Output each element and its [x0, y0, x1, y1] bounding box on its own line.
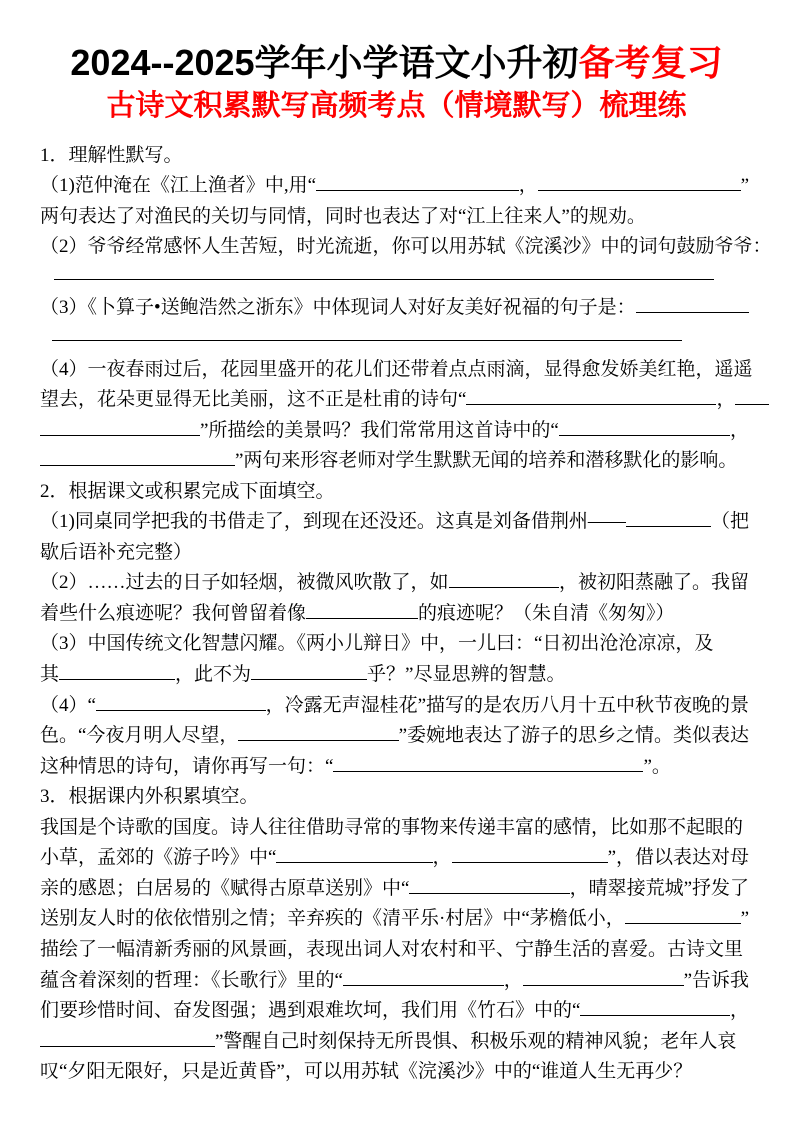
- document-line: [40, 293, 749, 324]
- text-run: （4）“: [40, 694, 96, 716]
- fill-in-blank-line: [343, 969, 504, 986]
- page-title: [0, 42, 793, 83]
- document-line: [40, 263, 749, 294]
- fill-in-blank-line: [40, 1030, 215, 1047]
- text-run: 叹“夕阳无限好，只是近黄昏”，可以用苏轼《浣溪沙》中的“谁道人生无再少？: [40, 1061, 693, 1083]
- fill-in-blank-line: [306, 602, 418, 619]
- fill-in-blank-line: [626, 510, 711, 527]
- page-title-red-part: 备考复习: [578, 42, 723, 83]
- text-run: 小草，孟郊的《游子吟》中“: [40, 847, 277, 869]
- text-run: ”两句来形容老师对学生默默无闻的培养和潜移默化的影响。: [235, 450, 738, 472]
- fill-in-blank-line: [625, 907, 741, 924]
- text-run: 们要珍惜时间、奋发图强；遇到艰难坎坷，我们用《竹石》中的“: [40, 1000, 581, 1022]
- fill-in-blank-line: [54, 263, 714, 280]
- text-run: （3）中国传统文化智慧闪耀。《两小儿辩日》中，一儿曰：“日初出沧沧凉凉，及: [40, 633, 714, 655]
- text-run: ，冷露无声湿桂花”描写的是农历八月十五中秋节夜晚的景: [265, 694, 749, 716]
- text-run: 1．理解性默写。: [40, 144, 183, 166]
- text-run: 着些什么痕迹呢？我何曾留着像: [40, 602, 307, 624]
- text-run: ，: [716, 389, 736, 411]
- text-run: 乎？”尽显思辨的智慧。: [367, 664, 566, 686]
- fill-in-blank-line: [735, 388, 769, 405]
- fill-in-blank-line: [636, 296, 749, 313]
- document-line: [40, 446, 749, 477]
- fill-in-blank-line: [59, 663, 175, 680]
- fill-in-blank-line: [559, 419, 730, 436]
- text-run: ”。: [643, 755, 671, 777]
- fill-in-blank-line: [316, 174, 519, 191]
- worksheet-header: [0, 0, 793, 124]
- document-line: [40, 171, 749, 202]
- fill-in-blank-line: [452, 846, 608, 863]
- document-line: [40, 355, 753, 386]
- document-line: [40, 477, 749, 508]
- fill-in-blank-line: [523, 969, 684, 986]
- text-run: 蕴含着深刻的哲理：《长歌行》里的“: [40, 969, 343, 991]
- document-line: [40, 721, 749, 752]
- fill-in-blank-line: [409, 877, 569, 894]
- text-run: （3）《卜算子•送鲍浩然之浙东》中体现词人对好友美好祝福的句子是：: [40, 297, 636, 319]
- text-run: （4）一夜春雨过后，花园里盛开的花儿们还带着点点雨滴，显得愈发娇美红艳，遥遥: [40, 358, 753, 380]
- fill-in-blank-line: [52, 324, 682, 341]
- document-line: [40, 1027, 749, 1058]
- text-run: 色。“今夜月明人尽望，: [40, 725, 239, 747]
- text-run: （1)同桌同学把我的书借走了，到现在还没还。这真是刘备借荆州——: [40, 511, 626, 533]
- document-line: [40, 507, 749, 538]
- text-run: ，: [432, 847, 452, 869]
- text-run: ，: [729, 419, 749, 441]
- document-line: [40, 935, 749, 966]
- document-line: [40, 904, 749, 935]
- document-line: [40, 752, 749, 783]
- text-run: ，: [503, 969, 523, 991]
- text-run: 2．根据课文或积累完成下面填空。: [40, 480, 335, 502]
- text-run: 描绘了一幅清新秀丽的风景画，表现出词人对农村和平、宁静生活的喜爱。古诗文里: [40, 938, 744, 960]
- text-run: （2）……过去的日子如轻烟，被微风吹散了，如: [40, 572, 449, 594]
- document-line: [40, 538, 749, 569]
- text-run: 歇后语补充完整）: [40, 541, 193, 563]
- worksheet-body: [0, 141, 793, 1088]
- document-line: [40, 141, 749, 172]
- text-run: 亲的感恩；白居易的《赋得古原草送别》中“: [40, 877, 410, 899]
- text-run: ”所描绘的美景吗？我们常常用这首诗中的“: [200, 419, 559, 441]
- document-line: [40, 691, 749, 722]
- page-subtitle: 古诗文积累默写高频考点（情境默写）梳理练: [106, 90, 687, 123]
- document-line: [40, 813, 749, 844]
- text-run: 望去，花朵更显得无比美丽，这不正是杜甫的诗句“: [40, 389, 467, 411]
- fill-in-blank-line: [40, 419, 200, 436]
- document-line: [40, 1057, 749, 1088]
- text-run: ”警醒自己时刻保持无所畏惧、积极乐观的精神风貌；老年人哀: [215, 1030, 737, 1052]
- fill-in-blank-line: [251, 663, 367, 680]
- document-line: [40, 629, 749, 660]
- text-run: ”委婉地表达了游子的思乡之情。类似表达: [398, 725, 749, 747]
- text-run: ，此不为: [175, 664, 252, 686]
- text-run: 这种情思的诗句，请你再写一句：“: [40, 755, 334, 777]
- page-title-black-part: 2024--2025学年小学语文小升初: [70, 42, 579, 83]
- text-run: （1)范仲淹在《江上渔者》中,用“: [40, 175, 317, 197]
- document-line: [40, 996, 749, 1027]
- document-line: [40, 416, 749, 447]
- document-line: [40, 599, 749, 630]
- document-line: [40, 202, 749, 233]
- text-run: 送别友人时的依依惜别之情；辛弃疾的《清平乐·村居》中“茅檐低小，: [40, 908, 625, 930]
- text-run: 3．根据课内外积累填空。: [40, 786, 259, 808]
- fill-in-blank-line: [580, 999, 730, 1016]
- document-line: [40, 966, 749, 997]
- document-line: [40, 660, 749, 691]
- document-line: [40, 874, 749, 905]
- document-line: [40, 843, 749, 874]
- text-run: ，被初阳蒸融了。我留: [558, 572, 749, 594]
- text-run: ”: [740, 908, 749, 930]
- fill-in-blank-line: [238, 724, 398, 741]
- text-run: 的痕迹呢？（朱自清《匆匆》）: [418, 602, 675, 624]
- document-line: [40, 782, 749, 813]
- fill-in-blank-line: [40, 449, 235, 466]
- document-line: [40, 568, 749, 599]
- text-run: ”告诉我: [683, 969, 750, 991]
- fill-in-blank-line: [333, 755, 643, 772]
- text-run: 我国是个诗歌的国度。诗人往往借助寻常的事物来传递丰富的感情，比如那不起眼的: [40, 816, 744, 838]
- fill-in-blank-line: [96, 694, 266, 711]
- document-line: [40, 232, 772, 263]
- fill-in-blank-line: [466, 388, 716, 405]
- text-run: ”，借以表达对母: [607, 847, 750, 869]
- document-line: [40, 324, 749, 355]
- fill-in-blank-line: [449, 571, 559, 588]
- document-line: [40, 385, 749, 416]
- fill-in-blank-line: [276, 846, 432, 863]
- text-run: ”: [740, 175, 749, 197]
- text-run: ，: [518, 175, 538, 197]
- text-run: （把: [710, 511, 749, 533]
- text-run: 其: [40, 664, 60, 686]
- text-run: 两句表达了对渔民的关切与同情，同时也表达了对“江上往来人”的规劝。: [40, 205, 646, 227]
- fill-in-blank-line: [538, 174, 741, 191]
- text-run: （2）爷爷经常感怀人生苦短，时光流逝，你可以用苏轼《浣溪沙》中的词句鼓励爷爷：: [40, 236, 772, 258]
- text-run: ，晴翠接荒城”抒发了: [569, 877, 749, 899]
- text-run: ，: [729, 1000, 749, 1022]
